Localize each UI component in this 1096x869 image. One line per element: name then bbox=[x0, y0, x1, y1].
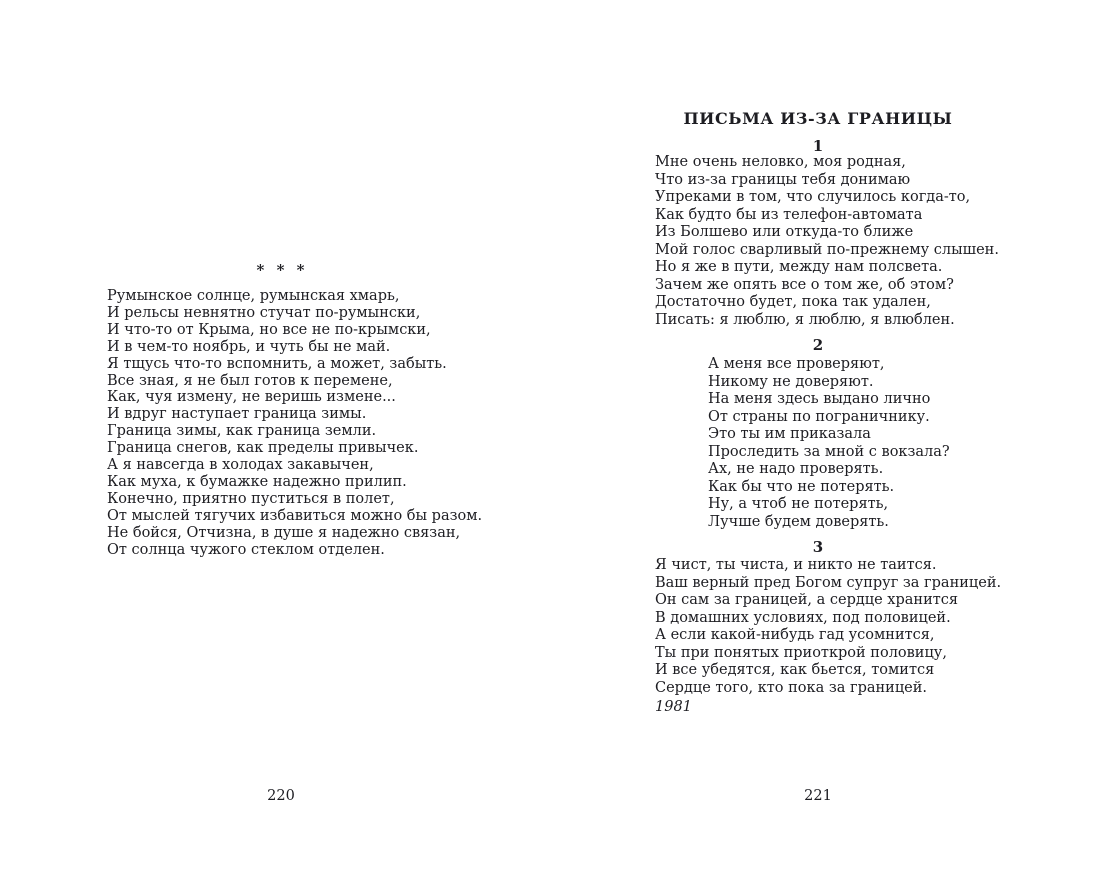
section-2-number: 2 bbox=[812, 336, 824, 354]
section-1-number: 1 bbox=[812, 137, 824, 155]
poem-line: Лучше будем доверять. bbox=[708, 513, 889, 530]
poem-line: Упреками в том, что случилось когда-то, bbox=[655, 189, 971, 205]
poem-line: Граница зимы, как граница земли. bbox=[107, 423, 377, 440]
poem-line: И вдруг наступает граница зимы. bbox=[107, 406, 367, 423]
section-3-poem bbox=[655, 557, 1002, 697]
section-3-number: 3 bbox=[812, 538, 824, 556]
poem-line: Достаточно будет, пока так удален, bbox=[655, 294, 931, 310]
poem-line: Я тщусь что-то вспомнить, а может, забыть. bbox=[107, 355, 447, 372]
poem-line: А если какой-нибудь гад усомнится, bbox=[655, 627, 935, 643]
poem-line: И что-то от Крыма, но все не по-крымски, bbox=[107, 321, 431, 338]
poem-line: Румынское солнце, румынская хмарь, bbox=[107, 288, 400, 304]
poem-line: Все зная, я не был готов к перемене, bbox=[107, 372, 393, 389]
poem-line: Из Болшево или откуда-то ближе bbox=[655, 224, 914, 240]
poem-line: Писать: я люблю, я люблю, я влюблен. bbox=[655, 311, 955, 328]
poem-line: А меня все проверяют, bbox=[708, 356, 885, 372]
poem-line: Граница снегов, как пределы привычек. bbox=[107, 440, 419, 457]
poem-line: На меня здесь выдано лично bbox=[708, 391, 931, 407]
poem-line: В домашних условиях, под половицей. bbox=[655, 609, 951, 626]
year-label: 1981 bbox=[655, 699, 692, 715]
poem-line: Он сам за границей, а сердце хранится bbox=[655, 592, 959, 608]
poem-line: От мыслей тягучих избавиться можно бы разом. bbox=[107, 507, 483, 524]
poem-title: ПИСЬМА ИЗ-ЗА ГРАНИЦЫ bbox=[683, 109, 953, 128]
poem-line: Конечно, приятно пуститься в полет, bbox=[107, 490, 395, 507]
poem-line: Зачем же опять все о том же, об этом? bbox=[655, 276, 954, 293]
section-2-poem bbox=[655, 356, 981, 531]
poem-line: Как будто бы из телефон-автомата bbox=[655, 206, 923, 223]
poem-line: Как муха, к бумажке надежно прилип. bbox=[107, 473, 407, 490]
poem-line: И все убедятся, как бьется, томится bbox=[655, 662, 935, 678]
poem-line: Мне очень неловко, моя родная, bbox=[655, 154, 906, 170]
poem-line: Как, чуя измену, не веришь измене... bbox=[107, 389, 396, 406]
poem-line: Что из-за границы тебя донимаю bbox=[655, 171, 911, 188]
poem-line: Я чист, ты чиста, и никто не таится. bbox=[655, 557, 937, 573]
poem-line: Никому не доверяют. bbox=[708, 373, 874, 390]
poem-line: Сердце того, кто пока за границей. bbox=[655, 679, 928, 696]
poem-line: Ну, а чтоб не потерять, bbox=[708, 496, 889, 512]
right-page bbox=[655, 0, 1002, 869]
poem-line: Но я же в пути, между нам полсвета. bbox=[655, 259, 943, 275]
poem-line: Мой голос сварливый по-прежнему слышен. bbox=[655, 241, 999, 258]
poem-line: Как бы что не потерять. bbox=[708, 478, 895, 495]
section-1-poem bbox=[655, 154, 999, 329]
poem-line: Ваш верный пред Богом супруг за границей. bbox=[655, 574, 1002, 591]
poem-line: От солнца чужого стеклом отделен. bbox=[107, 541, 385, 558]
poem-line: От страны по пограничнику. bbox=[708, 408, 930, 425]
poem-line: А я навсегда в холодах закавычен, bbox=[107, 457, 374, 474]
left-page-number: 220 bbox=[267, 788, 295, 804]
poem-line: И в чем-то ноябрь, и чуть бы не май. bbox=[107, 338, 391, 355]
poem-line: Ты при понятых приоткрой половицу, bbox=[655, 644, 947, 661]
left-poem bbox=[107, 288, 483, 559]
poem-line: И рельсы невнятно стучат по-румынски, bbox=[107, 304, 421, 321]
poem-line: Не бойся, Отчизна, в душе я надежно связан, bbox=[107, 524, 461, 541]
poem-line: Проследить за мной с вокзала? bbox=[708, 443, 950, 460]
poem-line: Это ты им приказала bbox=[708, 426, 871, 442]
left-page bbox=[107, 0, 483, 869]
right-page-number: 221 bbox=[804, 788, 832, 804]
asterisk-separator: * * * bbox=[256, 261, 306, 279]
poem-line: Ах, не надо проверять. bbox=[708, 461, 884, 477]
